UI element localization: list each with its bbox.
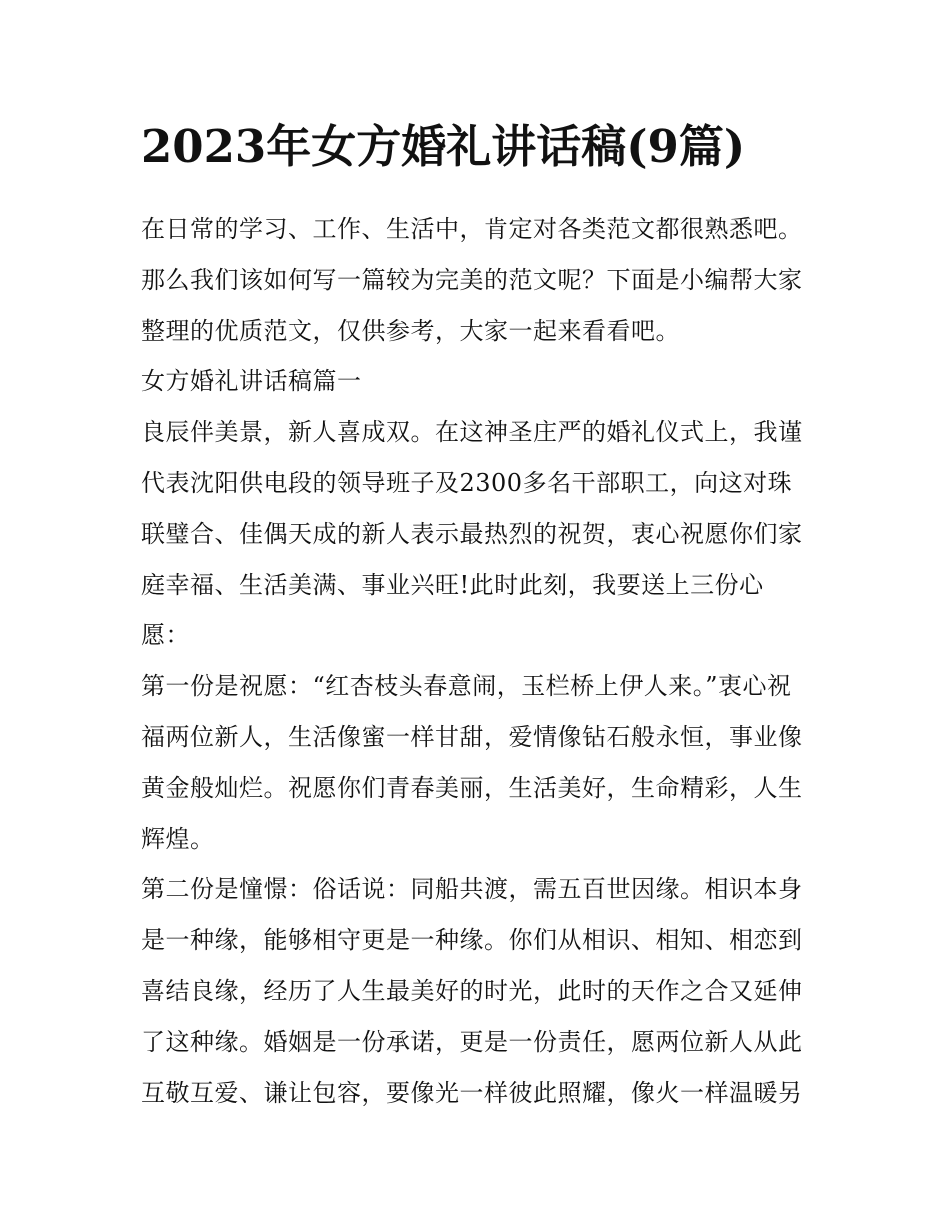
body-line: 庭幸福、生活美满、事业兴旺!此时此刻，我要送上三份心 <box>141 570 764 599</box>
body-line: 了这种缘。婚姻是一份承诺，更是一份责任，愿两位新人从此 <box>141 1027 803 1056</box>
body-line: 第一份是祝愿：“红杏枝头春意闹，玉栏桥上伊人来。”衷心祝 <box>141 672 792 701</box>
body-line: 第二份是憧憬：俗话说：同船共渡，需五百世因缘。相识本身 <box>141 875 803 904</box>
document-body <box>141 204 821 1118</box>
body-line: 愿： <box>141 621 190 650</box>
document-page <box>141 112 821 1118</box>
body-line: 那么我们该如何写一篇较为完美的范文呢？下面是小编帮大家 <box>141 265 803 294</box>
body-line: 互敬互爱、谦让包容，要像光一样彼此照耀，像火一样温暖另 <box>141 1078 803 1107</box>
section-heading: 女方婚礼讲话稿篇一 <box>141 367 362 396</box>
body-line: 黄金般灿烂。祝愿你们青春美丽，生活美好，生命精彩，人生 <box>141 773 803 802</box>
body-line: 喜结良缘，经历了人生最美好的时光，此时的天作之合又延伸 <box>141 976 803 1005</box>
document-title: 2023年女方婚礼讲话稿(9篇) <box>141 120 746 173</box>
body-line: 福两位新人，生活像蜜一样甘甜，爱情像钻石般永恒，事业像 <box>141 722 803 751</box>
body-line: 辉煌。 <box>141 824 215 853</box>
body-line: 是一种缘，能够相守更是一种缘。你们从相识、相知、相恋到 <box>141 926 803 955</box>
body-line: 整理的优质范文，仅供参考，大家一起来看看吧。 <box>141 316 680 345</box>
body-line: 联璧合、佳偶天成的新人表示最热烈的祝贺，衷心祝愿你们家 <box>141 519 803 548</box>
body-line: 在日常的学习、工作、生活中，肯定对各类范文都很熟悉吧。 <box>141 215 803 243</box>
body-line: 代表沈阳供电段的领导班子及2300多名干部职工，向这对珠 <box>141 468 793 497</box>
body-line: 良辰伴美景，新人喜成双。在这神圣庄严的婚礼仪式上，我谨 <box>141 418 803 447</box>
